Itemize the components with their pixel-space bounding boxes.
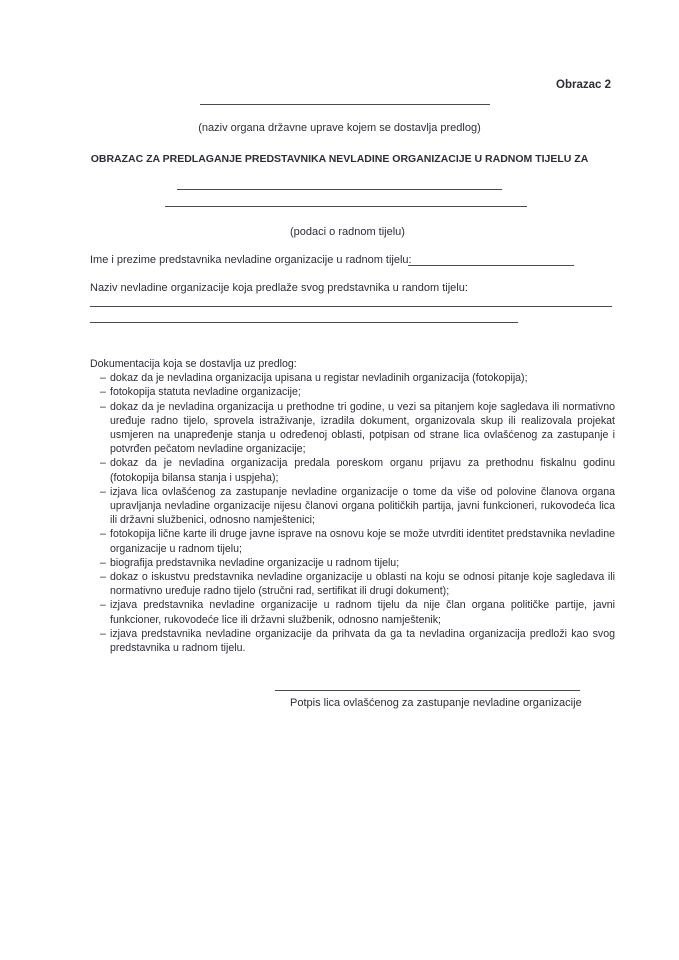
list-item <box>90 570 615 598</box>
dash-marker: – <box>100 457 106 470</box>
organization-label: Naziv nevladine organizacije koja predlaže svog predstavnika u random tijelu: <box>90 282 468 294</box>
list-item <box>90 456 615 484</box>
list-item <box>90 556 615 570</box>
dash-marker: – <box>100 571 106 584</box>
documentation-section <box>90 357 615 655</box>
dash-marker: – <box>100 627 106 640</box>
list-item <box>90 598 615 626</box>
working-body-line-2 <box>165 206 527 207</box>
list-item <box>90 371 615 385</box>
form-title: OBRAZAC ZA PREDLAGANJE PREDSTAVNIKA NEVLADINE ORGANIZACIJE U RADNOM TIJELU ZA <box>90 153 589 165</box>
list-item-text: dokaz o iskustvu predstavnika nevladine organizacije u oblasti na koju se odnosi pitanje koje sagledava ili normativno uređuje radno tijelo (stručni rad, sertifikat ili drugi dokument); <box>110 571 615 598</box>
organization-line-1 <box>90 306 612 307</box>
organization-line-2 <box>90 322 518 323</box>
list-item-text: dokaz da je nevladina organizacija u prethodne tri godine, u vezi sa pitanjem koje sagledava ili normativno uređuje radno tijelo, sprovela istraživanje, izradila dokument, organizovala skup ili realizovala projekat usmjeren na unapređenje stanja u određenoj oblasti, potpisan od strane lica ovlašćenog za zastupanje i potvrđen pečatom nevladine organizacije; <box>110 400 615 456</box>
list-item-text: dokaz da je nevladina organizacija upisana u registar nevladinih organizacija (fotokopija); <box>110 372 528 385</box>
dash-marker: – <box>100 386 106 399</box>
list-item-text: izjava predstavnika nevladine organizacije u radnom tijelu da nije član organa političke partije, javni funkcioner, rukovodeće lice ili državni službenik, odnosno namještenik; <box>110 599 615 626</box>
list-item <box>90 400 615 457</box>
documentation-heading: Dokumentacija koja se dostavlja uz predlog: <box>90 358 297 370</box>
working-body-line-1 <box>177 189 502 190</box>
dash-marker: – <box>100 485 106 498</box>
dash-marker: – <box>100 599 106 612</box>
list-item <box>90 485 615 528</box>
working-body-caption: (podaci o radnom tijelu) <box>290 226 405 238</box>
list-item <box>90 527 615 555</box>
dash-marker: – <box>100 400 106 413</box>
list-item-text: biografija predstavnika nevladine organizacije u radnom tijelu; <box>110 556 400 569</box>
documentation-list <box>90 371 615 655</box>
organ-caption: (naziv organa državne uprave kojem se dostavlja predlog) <box>198 122 481 134</box>
list-item-text: izjava predstavnika nevladine organizacije da prihvata da ga ta nevladina organizacija predloži kao svog predstavnika u radnom tijelu. <box>110 627 615 655</box>
dash-marker: – <box>100 556 106 569</box>
representative-line <box>408 265 574 266</box>
dash-marker: – <box>100 528 106 541</box>
representative-label: Ime i prezime predstavnika nevladine organizacije u radnom tijelu: <box>90 254 412 266</box>
organ-name-line <box>200 104 490 105</box>
list-item <box>90 627 615 655</box>
signature-line <box>275 690 580 691</box>
dash-marker: – <box>100 372 106 385</box>
list-item-text: dokaz da je nevladina organizacija predala poreskom organu prijavu za prethodnu fiskalnu godinu (fotokopija bilansa stanja i uspjeha); <box>110 457 615 484</box>
form-number: Obrazac 2 <box>556 79 611 91</box>
list-item-text: fotokopija statuta nevladine organizacije; <box>110 386 301 399</box>
list-item-text: fotokopija lične karte ili druge javne isprave na osnovu koje se može utvrditi identitet predstavnika nevladine organizacije u radnom tijelu; <box>110 528 615 555</box>
list-item-text: izjava lica ovlašćenog za zastupanje nevladine organizacije o tome da više od polovine članova organa upravljanja nevladine organizacije nijesu članovi organa političkih partija, javni funkcioneri, rukovodeća lica ili državni službenici, odnosno namještenici; <box>110 485 615 527</box>
list-item <box>90 385 615 399</box>
signature-caption: Potpis lica ovlašćenog za zastupanje nevladine organizacije <box>290 697 582 709</box>
